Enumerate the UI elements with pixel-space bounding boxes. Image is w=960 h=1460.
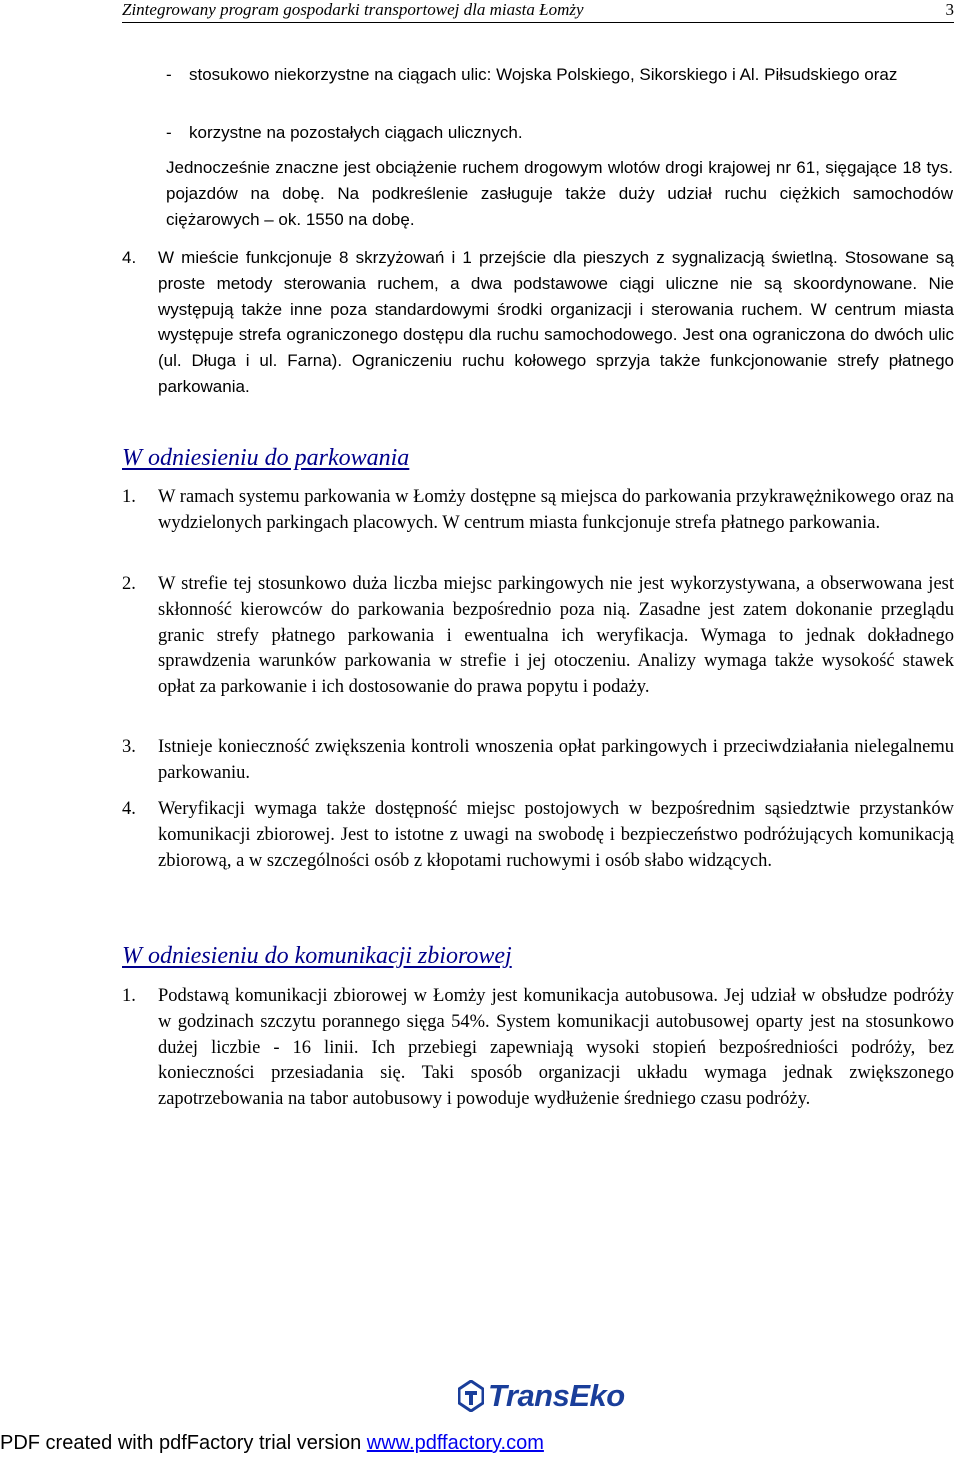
item-number: 1. [122, 986, 136, 1006]
item-number: 3. [122, 737, 136, 757]
header-title: Zintegrowany program gospodarki transportowej dla miasta Łomży [122, 0, 584, 19]
numbered-item [122, 735, 954, 787]
item-number: 4. [122, 799, 136, 819]
continuation-paragraph: Jednocześnie znaczne jest obciążenie ruchem drogowym wlotów drogi krajowej nr 61, sięgające 18 tys. pojazdów na dobę. Na podkreślenie zasługuje także duży udział ruchu ciężkich samochodów ciężarowych – ok. 1550 na dobę. [166, 158, 953, 229]
numbered-item [122, 572, 954, 701]
item-text: Weryfikacji wymaga także dostępność miejsc postojowych w bezpośrednim sąsiedztwie przystanków komunikacji zbiorowej. Jest to istotne z uwagi na swobodę i bezpieczeństwo podróżujących komunikacją zbiorową, a w szczególności osób z kłopotami ruchowymi i osób słabo widzących. [158, 799, 954, 871]
item-number: 2. [122, 574, 136, 594]
transeko-logo-icon [458, 1380, 484, 1412]
transeko-logo [458, 1378, 625, 1414]
list-item [166, 62, 953, 88]
list-dash: - [166, 65, 172, 84]
pdf-footer [0, 1432, 544, 1455]
item-number: 1. [122, 487, 136, 507]
item-text: W ramach systemu parkowania w Łomży dostępne są miejsca do parkowania przykrawężnikowego oraz na wydzielonych parkingach placowych. W centrum miasta funkcjonuje strefa płatnego parkowania. [158, 487, 954, 533]
page-header [122, 0, 954, 23]
numbered-item [122, 485, 954, 537]
logo-wordmark: TransEko [488, 1378, 625, 1413]
item-text: W mieście funkcjonuje 8 skrzyżowań i 1 przejście dla pieszych z sygnalizacją świetlną. Stosowane są proste metody sterowania ruchem, a dwa podstawowe ciągi uliczne nie są skoordynowane. Nie występują także inne poza standardowymi środki organizacji i sterowania ruchem. W centrum miasta występuje strefa ograniczonego dostępu dla ruchu samochodowego. Jest ona ograniczona do dwóch ulic (ul. Długa i ul. Farna). Ograniczeniu ruchu kołowego sprzyja także funkcjonowanie strefy płatnego parkowania. [158, 248, 954, 396]
item-text: Istnieje konieczność zwiększenia kontroli wnoszenia opłat parkingowych i przeciwdziałania nielegalnemu parkowaniu. [158, 737, 954, 783]
list-dash: - [166, 123, 172, 142]
list-item [166, 120, 953, 146]
list-item-text: korzystne na pozostałych ciągach ulicznych. [189, 123, 523, 142]
page-number: 3 [945, 0, 954, 19]
section-heading-parking: W odniesieniu do parkowania [122, 445, 410, 471]
section-heading-transit: W odniesieniu do komunikacji zbiorowej [122, 943, 512, 969]
item-number: 4. [122, 248, 137, 267]
numbered-item [122, 984, 954, 1113]
footer-text: PDF created with pdfFactory trial version [0, 1432, 367, 1454]
numbered-item [122, 245, 954, 400]
list-item-text: stosukowo niekorzystne na ciągach ulic: Wojska Polskiego, Sikorskiego i Al. Piłsudskiego oraz [189, 65, 898, 84]
item-text: Podstawą komunikacji zbiorowej w Łomży jest komunikacja autobusowa. Jej udział w obsłudze podróży w godzinach szczytu porannego sięga 54%. System komunikacji autobusowej oparty jest na stosunkowo dużej liczbie - 16 linii. Ich przebiegi zapewniają wysoki stopień bezpośredniości podróży, bez konieczności przesiadania się. Taki sposób organizacji układu wymaga jednak zwiększonego zapotrzebowania na tabor autobusowy i powoduje wydłużenie średniego czasu podróży. [158, 986, 954, 1110]
item-text: W strefie tej stosunkowo duża liczba miejsc parkingowych nie jest wykorzystywana, a obserwowana jest skłonność kierowców do parkowania bezpośrednio poza nią. Zasadne jest zatem dokonanie przeglądu granic strefy płatnego parkowania i ewentualna ich weryfikacja. Wymaga to jednak dokładnego sprawdzenia warunków parkowania w strefie i jej otoczeniu. Analizy wymaga także wysokość stawek opłat za parkowanie i ich dostosowanie do prawa popytu i podaży. [158, 574, 954, 698]
footer-link[interactable]: www.pdffactory.com [366, 1432, 544, 1454]
numbered-item [122, 797, 954, 874]
